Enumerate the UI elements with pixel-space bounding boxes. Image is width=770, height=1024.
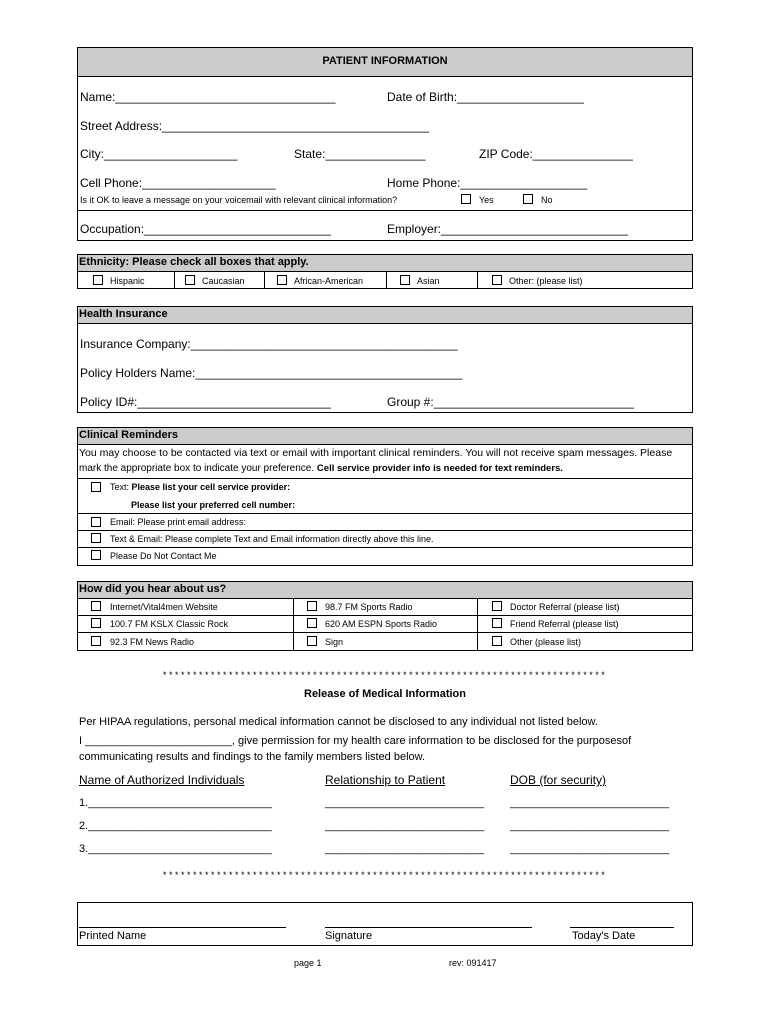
reminder-cell-number-label: Please list your preferred cell number: xyxy=(131,500,296,510)
printed-name-label: Printed Name xyxy=(79,930,147,942)
todays-date-label: Today's Date xyxy=(572,930,636,942)
ethnicity-african-american-checkbox[interactable] xyxy=(277,275,287,285)
hear-header: How did you hear about us? xyxy=(79,583,227,595)
hear-espn-checkbox[interactable] xyxy=(307,618,317,628)
ethnicity-african-american-label: African-American xyxy=(294,276,364,286)
home-phone-field[interactable]: Home Phone:___________________ xyxy=(387,176,588,190)
dob-field[interactable]: Date of Birth:___________________ xyxy=(387,90,584,104)
hear-other-label: Other (please list) xyxy=(510,637,582,647)
street-field[interactable]: Street Address:________________________________________ xyxy=(80,119,429,133)
hear-friend-referral-checkbox[interactable] xyxy=(492,618,502,628)
zip-field[interactable]: ZIP Code:_______________ xyxy=(479,147,633,161)
release-title: Release of Medical Information xyxy=(304,688,466,700)
authorized-name-1[interactable]: 1.______________________________ xyxy=(79,797,272,809)
reminder-text-checkbox[interactable] xyxy=(91,482,101,492)
ethnicity-caucasian-checkbox[interactable] xyxy=(185,275,195,285)
hear-other-checkbox[interactable] xyxy=(492,636,502,646)
reminder-email-checkbox[interactable] xyxy=(91,517,101,527)
ethnicity-hispanic-label: Hispanic xyxy=(110,276,145,286)
insurance-header: Health Insurance xyxy=(79,308,168,320)
hear-doctor-referral-checkbox[interactable] xyxy=(492,601,502,611)
reminder-text-row xyxy=(110,482,290,492)
hear-friend-referral-label: Friend Referral (please list) xyxy=(510,619,619,629)
voicemail-no-label: No xyxy=(541,195,553,205)
revision: rev: 091417 xyxy=(449,958,497,968)
ethnicity-asian-label: Asian xyxy=(417,276,440,286)
column-dob: DOB (for security) xyxy=(510,773,607,787)
hear-news-radio-checkbox[interactable] xyxy=(91,636,101,646)
clinical-paragraph-line2 xyxy=(79,463,563,474)
column-relationship: Relationship to Patient xyxy=(325,773,446,787)
hear-doctor-referral-label: Doctor Referral (please list) xyxy=(510,602,620,612)
clinical-paragraph-bold: Cell service provider info is needed for text reminders. xyxy=(316,463,563,474)
reminder-do-not-contact-label: Please Do Not Contact Me xyxy=(110,551,217,561)
permission-line-2: communicating results and findings to the family members listed below. xyxy=(79,751,426,763)
dob-3[interactable]: __________________________ xyxy=(510,843,670,855)
voicemail-no-checkbox[interactable] xyxy=(523,194,533,204)
todays-date-line[interactable] xyxy=(570,927,674,928)
relationship-2[interactable]: __________________________ xyxy=(325,820,485,832)
separator-stars-bottom: * * * * * * * * * * * * * * * * * * * * * * * * * * * * * * * * * * * * * * * * * * * * * * * * * * * * * * * * * * * * * * * * * * * * * * * * * * xyxy=(163,870,605,880)
signature-line[interactable] xyxy=(325,927,532,928)
hear-kslx-checkbox[interactable] xyxy=(91,618,101,628)
ethnicity-hispanic-checkbox[interactable] xyxy=(93,275,103,285)
state-field[interactable]: State:_______________ xyxy=(294,147,426,161)
separator-stars-top: * * * * * * * * * * * * * * * * * * * * * * * * * * * * * * * * * * * * * * * * * * * * * * * * * * * * * * * * * * * * * * * * * * * * * * * * * * xyxy=(163,670,605,680)
page-title: PATIENT INFORMATION xyxy=(322,55,448,67)
reminder-text-label: Text: xyxy=(110,482,130,492)
ethnicity-other-label: Other: (please list) xyxy=(509,276,583,286)
hear-sign-checkbox[interactable] xyxy=(307,636,317,646)
column-authorized-names: Name of Authorized Individuals xyxy=(79,773,245,787)
ethnicity-asian-checkbox[interactable] xyxy=(400,275,410,285)
hipaa-statement: Per HIPAA regulations, personal medical information cannot be disclosed to any individual not listed below. xyxy=(79,716,598,728)
hear-internet-label: Internet/Vital4men Website xyxy=(110,602,218,612)
occupation-field[interactable]: Occupation:____________________________ xyxy=(80,222,331,236)
reminder-do-not-contact-checkbox[interactable] xyxy=(91,550,101,560)
dob-1[interactable]: __________________________ xyxy=(510,797,670,809)
insurance-header-bar xyxy=(77,306,693,324)
clinical-paragraph-line1: You may choose to be contacted via text or email with important clinical reminders. You will not receive spam messages. Please xyxy=(79,447,673,459)
clinical-paragraph-text: mark the appropriate box to indicate your preference. xyxy=(79,463,315,474)
hear-internet-checkbox[interactable] xyxy=(91,601,101,611)
reminder-text-email-checkbox[interactable] xyxy=(91,533,101,543)
insurance-company-field[interactable]: Insurance Company:________________________________________ xyxy=(80,337,458,351)
printed-name-line[interactable] xyxy=(79,927,286,928)
signature-label: Signature xyxy=(325,930,373,942)
reminder-text-email-label: Text & Email: Please complete Text and Email information directly above this line. xyxy=(110,534,434,544)
hear-espn-label: 620 AM ESPN Sports Radio xyxy=(325,619,438,629)
relationship-3[interactable]: __________________________ xyxy=(325,843,485,855)
page-number: page 1 xyxy=(294,958,322,968)
policy-id-field[interactable]: Policy ID#:_____________________________ xyxy=(80,395,331,409)
ethnicity-header: Ethnicity: Please check all boxes that apply. xyxy=(79,256,309,268)
authorized-name-3[interactable]: 3.______________________________ xyxy=(79,843,272,855)
policy-holder-field[interactable]: Policy Holders Name:________________________________________ xyxy=(80,366,463,380)
dob-2[interactable]: __________________________ xyxy=(510,820,670,832)
ethnicity-caucasian-label: Caucasian xyxy=(202,276,245,286)
voicemail-yes-label: Yes xyxy=(479,195,494,205)
reminder-text-provider: Please list your cell service provider: xyxy=(131,482,291,492)
reminder-email-label: Email: Please print email address: xyxy=(110,517,247,527)
ethnicity-other-checkbox[interactable] xyxy=(492,275,502,285)
hear-kslx-label: 100.7 FM KSLX Classic Rock xyxy=(110,619,229,629)
permission-line[interactable]: I ________________________, give permission for my health care information to be disclosed for the purposesof xyxy=(79,735,632,747)
city-field[interactable]: City:____________________ xyxy=(80,147,238,161)
name-field[interactable]: Name:_________________________________ xyxy=(80,90,336,104)
voicemail-yes-checkbox[interactable] xyxy=(461,194,471,204)
authorized-name-2[interactable]: 2.______________________________ xyxy=(79,820,272,832)
voicemail-question: Is it OK to leave a message on your voicemail with relevant clinical information? xyxy=(80,195,398,205)
hear-sign-label: Sign xyxy=(325,637,344,647)
relationship-1[interactable]: __________________________ xyxy=(325,797,485,809)
group-number-field[interactable]: Group #:______________________________ xyxy=(387,395,634,409)
hear-sports-radio-label: 98.7 FM Sports Radio xyxy=(325,602,413,612)
hear-sports-radio-checkbox[interactable] xyxy=(307,601,317,611)
clinical-header: Clinical Reminders xyxy=(79,429,179,441)
cell-phone-field[interactable]: Cell Phone:____________________ xyxy=(80,176,276,190)
hear-news-radio-label: 92.3 FM News Radio xyxy=(110,637,195,647)
employer-field[interactable]: Employer:____________________________ xyxy=(387,222,628,236)
